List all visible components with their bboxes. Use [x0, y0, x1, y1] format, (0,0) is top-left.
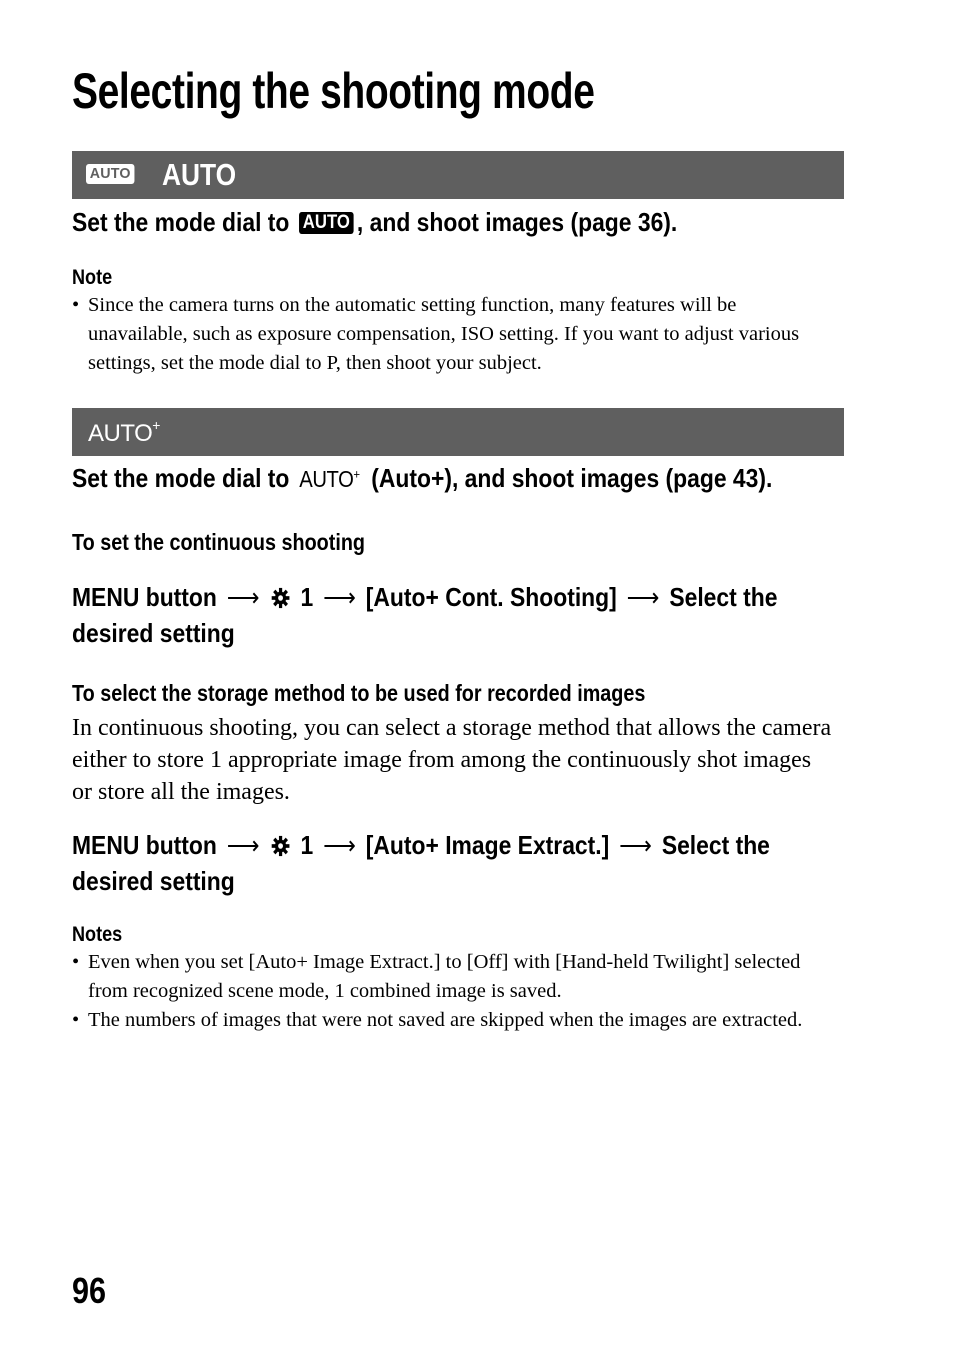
note-heading: Note	[72, 266, 113, 289]
step-prefix: Set the mode dial to	[72, 207, 290, 237]
menu-tab-number: 1	[300, 582, 314, 612]
menu-path-line	[72, 827, 770, 863]
arrow-right-icon: ⟶	[626, 582, 660, 612]
step-heading-auto-plus	[72, 463, 772, 494]
notes-list	[72, 948, 812, 1035]
storage-paragraph: In continuous shooting, you can select a storage method that allows the camera either to store 1 appropriate image from among the continuously shot images or store all the images.	[72, 715, 832, 805]
auto-mode-icon: AUTO	[299, 212, 353, 234]
menu-path-line: desired setting	[72, 866, 235, 896]
page-title: Selecting the shooting mode	[72, 63, 595, 119]
arrow-right-icon: ⟶	[226, 830, 260, 860]
note-item: • The numbers of images that were not saved are skipped when the images are extracted.	[72, 1006, 812, 1035]
auto-plus-icon-label: AUTO	[299, 466, 354, 492]
page-number: 96	[72, 1270, 107, 1311]
menu-tab-number: 1	[300, 830, 314, 860]
section-title-auto-plus	[88, 419, 160, 448]
auto-plus-mode-icon	[299, 466, 359, 492]
subheading-continuous: To set the continuous shooting	[72, 529, 366, 555]
menu-item-label: [Auto+ Cont. Shooting]	[365, 582, 617, 612]
auto-plus-label: AUTO	[88, 420, 153, 447]
section-header-auto-plus	[72, 408, 844, 456]
arrow-right-icon: ⟶	[323, 830, 356, 860]
arrow-right-icon: ⟶	[619, 830, 652, 860]
step-suffix: , and shoot images (page 36).	[356, 207, 678, 237]
menu-path-storage	[72, 827, 832, 899]
step-suffix: (Auto+), and shoot images (page 43).	[371, 463, 773, 493]
step-heading-auto	[72, 207, 677, 238]
menu-path-line: desired setting	[72, 618, 235, 648]
auto-plus-sup: +	[152, 417, 160, 433]
subheading-storage: To select the storage method to be used for recorded images	[72, 680, 646, 706]
note-item: • Even when you set [Auto+ Image Extract.] to [Off] with [Hand-held Twilight] selected from recognized scene mode, 1 combined image is saved.	[72, 948, 812, 1006]
auto-plus-icon-sup: +	[353, 466, 360, 482]
setup-gear-icon	[271, 835, 290, 857]
menu-button-label: MENU button	[72, 582, 217, 612]
setup-gear-icon	[271, 587, 290, 609]
note-list	[72, 291, 812, 378]
section-header-auto	[72, 151, 844, 199]
note-item: • Since the camera turns on the automatic setting function, many features will be unavailable, such as exposure compensation, ISO setting. If you want to adjust various settings, set the mode dial to P, then shoot your subject.	[72, 291, 812, 378]
notes-heading: Notes	[72, 923, 123, 946]
arrow-right-icon: ⟶	[323, 582, 356, 612]
auto-mode-icon: AUTO	[86, 164, 134, 184]
step-prefix: Set the mode dial to	[72, 463, 290, 493]
menu-path-continuous	[72, 579, 832, 651]
menu-item-label: [Auto+ Image Extract.]	[365, 830, 610, 860]
section-title-auto: AUTO	[162, 157, 237, 192]
menu-button-label: MENU button	[72, 830, 217, 860]
menu-action-label: Select the	[661, 830, 770, 860]
menu-path-line	[72, 579, 778, 615]
arrow-right-icon: ⟶	[226, 582, 260, 612]
menu-action-label: Select the	[669, 582, 778, 612]
